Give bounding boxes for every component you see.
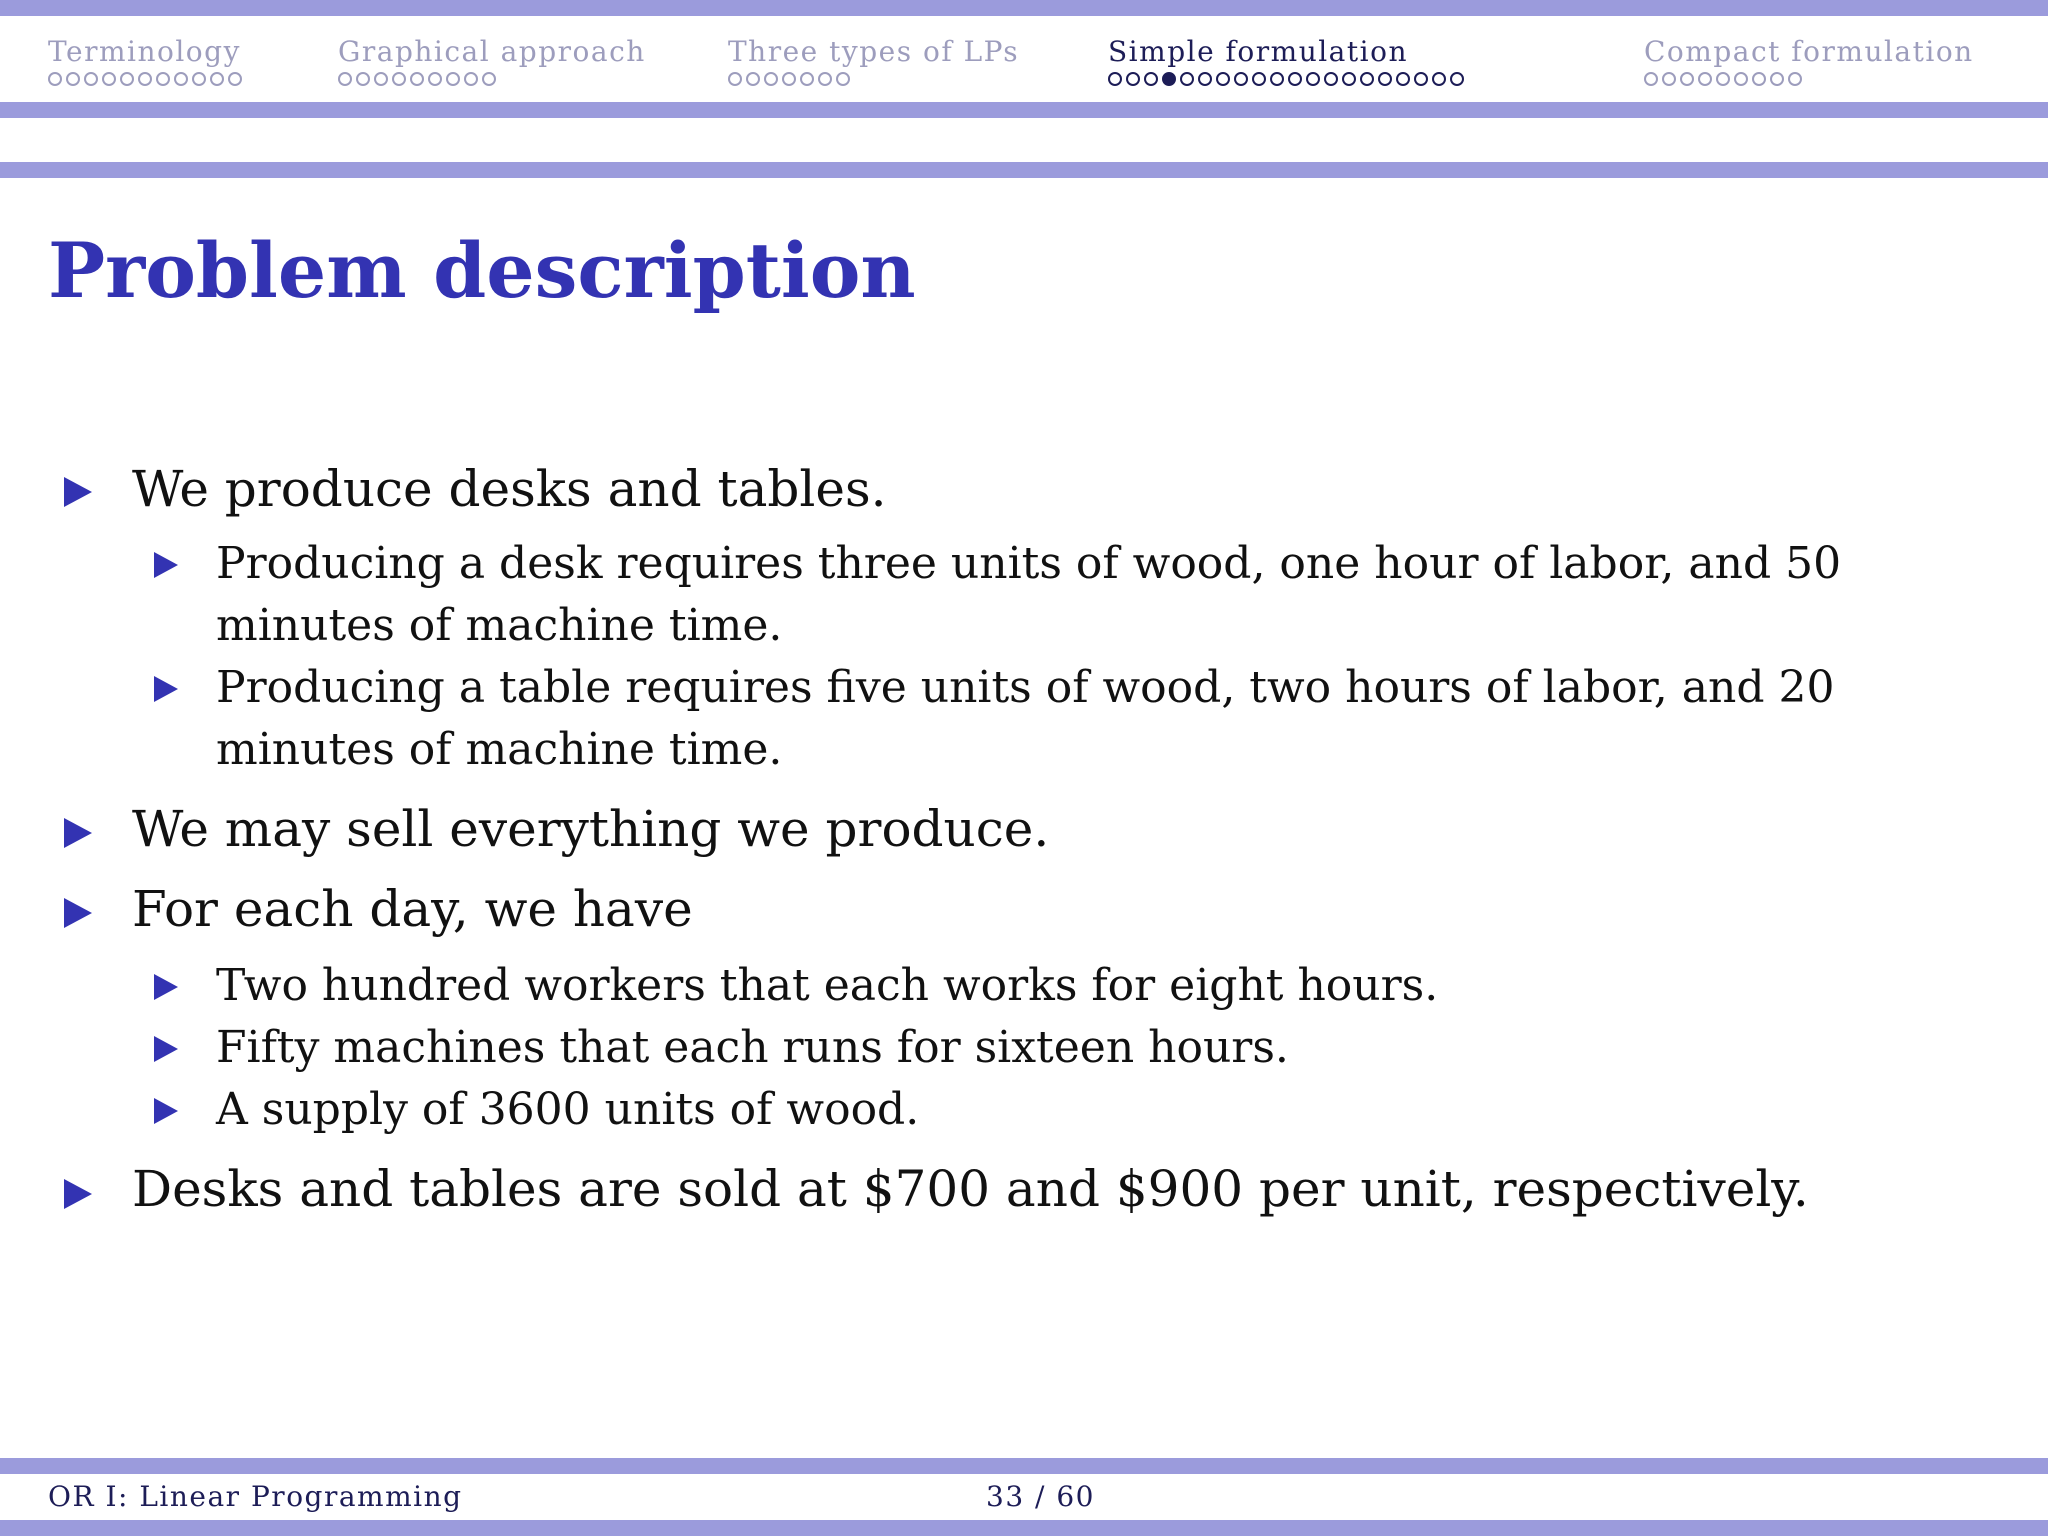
nav-dots [48,72,246,86]
slide-dot[interactable] [1662,72,1676,86]
slide-dot[interactable] [1198,72,1212,86]
bullet-arrow-icon [64,818,92,848]
bullet-arrow-icon [154,1098,178,1124]
footer-course-title: OR I: Linear Programming [48,1480,463,1513]
slide-dot[interactable] [1126,72,1140,86]
nav-section-three-types-of-lps[interactable] [728,34,1019,86]
sub-bullet-item: Two hundred workers that each works for eight hours. [216,960,1439,1011]
slide-dot[interactable] [1288,72,1302,86]
sub-bullet-item-continuation: minutes of machine time. [216,724,783,775]
slide-dot[interactable] [746,72,760,86]
nav-section-terminology[interactable] [48,34,246,86]
slide-dot[interactable] [356,72,370,86]
slide-dot[interactable] [66,72,80,86]
nav-label[interactable]: Terminology [48,35,241,68]
bullet-arrow-icon [64,477,92,507]
sub-bullet-item: Producing a desk requires three units of wood, one hour of labor, and 50 [216,538,1842,589]
slide-dot[interactable] [120,72,134,86]
nav-section-simple-formulation[interactable] [1108,34,1468,86]
slide-dot[interactable] [764,72,778,86]
slide-dot[interactable] [102,72,116,86]
slide-dot[interactable] [1698,72,1712,86]
bullet-item: We may sell everything we produce. [132,800,1050,858]
slide-dot[interactable] [1108,72,1122,86]
slide-dot[interactable] [374,72,388,86]
slide-dot[interactable] [818,72,832,86]
nav-dots [1644,72,1974,86]
slide-dot[interactable] [1752,72,1766,86]
slide-dot[interactable] [138,72,152,86]
slide-dot[interactable] [1306,72,1320,86]
section-navigation [0,0,2048,120]
nav-label[interactable]: Three types of LPs [728,35,1020,68]
footer-top-band [0,1458,2048,1474]
slide-dot[interactable] [800,72,814,86]
bullet-arrow-icon [154,974,178,1000]
slide-dot[interactable] [1234,72,1248,86]
sub-bullet-item-continuation: minutes of machine time. [216,600,783,651]
slide-dot[interactable] [1450,72,1464,86]
header-band [0,162,2048,178]
bullet-arrow-icon [64,1179,92,1209]
footer-bottom-band [0,1520,2048,1536]
slide-dot[interactable] [1770,72,1784,86]
slide-dot[interactable] [156,72,170,86]
footer-page-number: 33 / 60 [986,1480,1095,1513]
slide-dot[interactable] [1360,72,1374,86]
sub-bullet-item: A supply of 3600 units of wood. [216,1084,920,1135]
slide-dot[interactable] [782,72,796,86]
slide-dot[interactable] [1734,72,1748,86]
slide-dot[interactable] [836,72,850,86]
nav-label[interactable]: Graphical approach [338,35,646,68]
bullet-item: Desks and tables are sold at $700 and $900 per unit, respectively. [132,1160,1809,1218]
slide-dot[interactable] [1144,72,1158,86]
bullet-arrow-icon [154,1036,178,1062]
slide-dot[interactable] [482,72,496,86]
slide-dot[interactable] [1432,72,1446,86]
slide-dot[interactable] [1378,72,1392,86]
slide-title: Problem description [48,226,916,315]
slide-dot[interactable] [1342,72,1356,86]
slide-dot[interactable] [1716,72,1730,86]
nav-label[interactable]: Simple formulation [1108,35,1408,68]
slide-dot[interactable] [338,72,352,86]
slide-dot[interactable] [446,72,460,86]
nav-label[interactable]: Compact formulation [1644,35,1974,68]
bullet-arrow-icon [64,898,92,928]
nav-dots [1108,72,1468,86]
slide-dot[interactable] [1396,72,1410,86]
slide-dot[interactable] [48,72,62,86]
slide-dot[interactable] [464,72,478,86]
slide-dot[interactable] [1644,72,1658,86]
bullet-arrow-icon [154,552,178,578]
slide-dot[interactable] [1788,72,1802,86]
bullet-arrow-icon [154,676,178,702]
sub-bullet-item: Producing a table requires five units of wood, two hours of labor, and 20 [216,662,1835,713]
slide-dot[interactable] [1180,72,1194,86]
nav-dots [728,72,1019,86]
slide-dot[interactable] [1680,72,1694,86]
slide-dot[interactable] [210,72,224,86]
slide-dot[interactable] [1252,72,1266,86]
bullet-item: We produce desks and tables. [132,460,887,518]
nav-section-compact-formulation[interactable] [1644,34,1974,86]
slide-dot[interactable] [174,72,188,86]
slide-dot[interactable] [392,72,406,86]
slide-dot[interactable] [228,72,242,86]
slide-dot[interactable] [1324,72,1338,86]
slide-dot[interactable] [84,72,98,86]
slide-dot[interactable] [1216,72,1230,86]
nav-section-graphical-approach[interactable] [338,34,646,86]
slide-dot[interactable] [1414,72,1428,86]
slide-dot[interactable] [428,72,442,86]
nav-dots [338,72,646,86]
slide-dot[interactable] [728,72,742,86]
slide-dot[interactable] [192,72,206,86]
current-slide-dot[interactable] [1162,72,1176,86]
bullet-item: For each day, we have [132,880,693,938]
slide-dot[interactable] [410,72,424,86]
slide-dot[interactable] [1270,72,1284,86]
sub-bullet-item: Fifty machines that each runs for sixteen hours. [216,1022,1289,1073]
